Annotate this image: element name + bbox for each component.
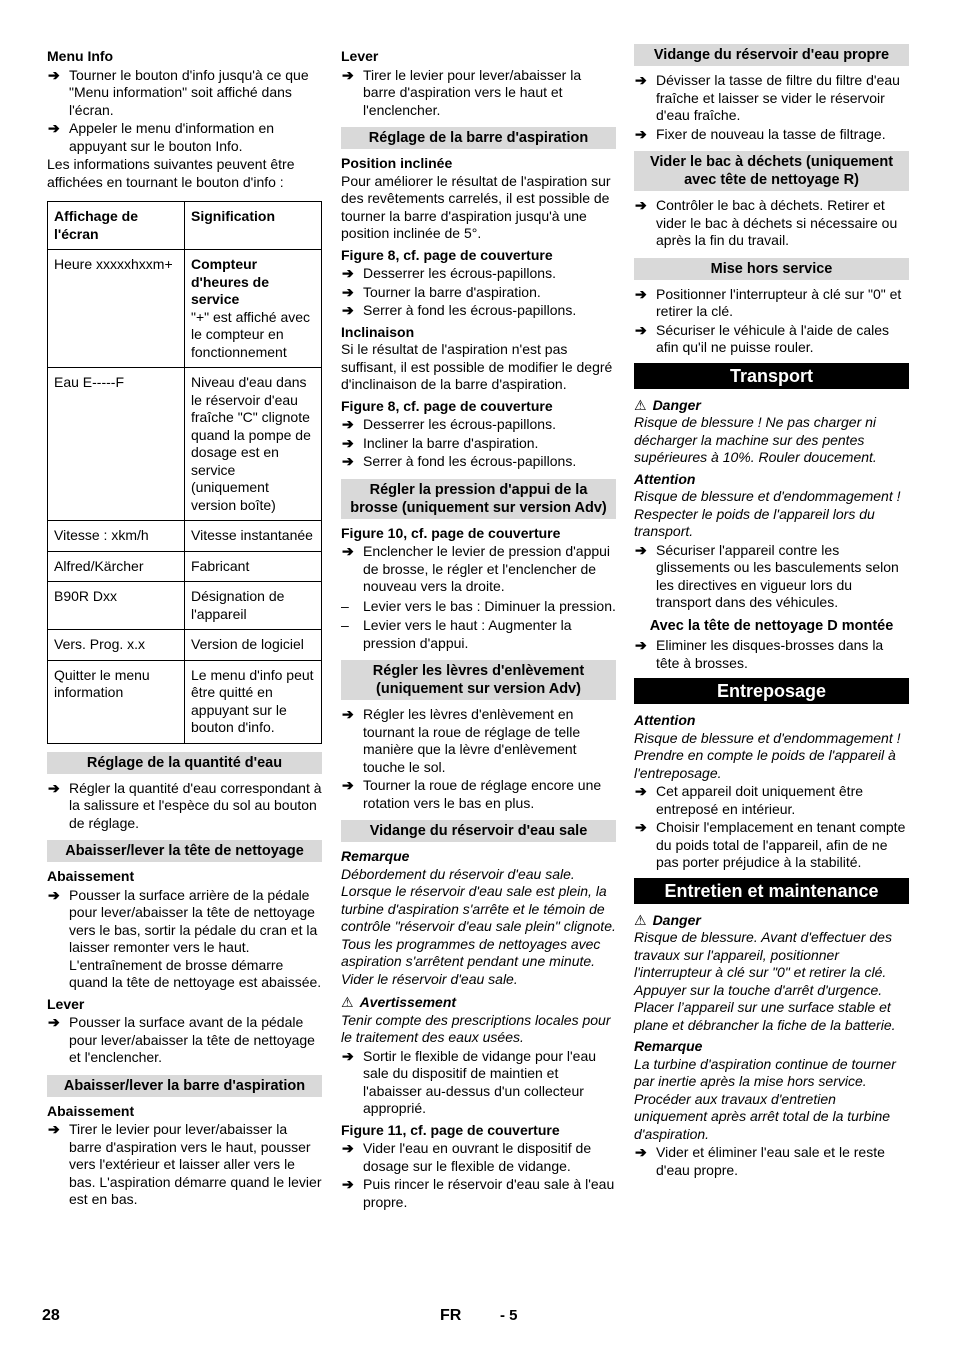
list-item: ➔ Tourner le bouton d'info jusqu'à ce que "Menu information" soit affiché dans l'écran. <box>48 66 309 118</box>
table-row <box>48 660 322 743</box>
figure-ref: Figure 8, cf. page de couverture <box>341 246 553 263</box>
list-item: ➔ Fixer de nouveau la tasse de filtrage. <box>635 125 886 142</box>
section-heading: Vidange du réservoir d'eau sale <box>341 820 616 842</box>
list-item: ➔ Positionner l'interrupteur à clé sur "0" et retirer la clé. <box>635 285 902 319</box>
list-item: ➔ Tirer le levier pour lever/abaisser la barre d'aspiration vers le haut et l'enclencher. <box>342 66 582 118</box>
arrow-icon: ➔ <box>48 886 60 903</box>
attention-heading: Attention <box>634 712 696 728</box>
arrow-icon: ➔ <box>342 66 354 83</box>
dash-bullet: – <box>341 597 349 614</box>
table-row <box>48 582 322 630</box>
list-item: ➔ Enclencher le levier de pression d'appui de brosse, le régler et l'enclencher de nouveau vers la droite. <box>342 543 611 594</box>
danger-text: Risque de blessure. Avant d'effectuer des travaux sur l'appareil, positionner l'interrupteur à clé sur "0" et retirer la clé. Appuyer sur la touche d'arrêt d'urgence. Placer l’appareil sur une surface stable et plane et débrancher la fiche de la batterie. <box>634 929 896 1033</box>
list-item: ➔ Choisir l'emplacement en tenant compte du poids total de l'appareil, afin de ne pas porter préjudice à la stabilité. <box>635 819 906 870</box>
attention-text: Risque de blessure et d'endommagement ! Respecter le poids de l'appareil lors du transport. <box>634 488 901 539</box>
section-heading: Régler la pression d'appui de la brosse (uniquement sur version Adv) <box>341 479 616 519</box>
arrow-icon: ➔ <box>48 120 60 136</box>
list-item: ➔ Tourner la roue de réglage encore une rotation vers le bas en plus. <box>342 777 602 811</box>
list-item: – Levier vers le bas : Diminuer la pression. <box>341 597 616 614</box>
section-heading: Réglage de la barre d'aspiration <box>341 127 616 149</box>
figure-ref: Figure 11, cf. page de couverture <box>341 1121 560 1138</box>
arrow-icon: ➔ <box>342 434 354 451</box>
list-item: ➔ Desserrer les écrous-papillons. <box>342 416 556 432</box>
danger-heading: ⚠ Danger <box>634 911 701 928</box>
table-cell: Alfred/Kärcher <box>48 551 185 582</box>
list-item: ➔ Régler les lèvres d'enlèvement en tournant la roue de réglage de telle manière que la lèvre d'enlèvement touche le sol. <box>342 706 581 775</box>
arrow-icon: ➔ <box>635 321 647 338</box>
section-heading: Mise hors service <box>634 258 909 280</box>
list-item: ➔ Sortir le flexible de vidange pour l'eau sale du dispositif de maintien et l'abaisser au-dessus d'un collecteur approprié. <box>342 1047 597 1116</box>
subheading: Avec la tête de nettoyage D montée <box>649 617 894 634</box>
dash-bullet: – <box>341 617 349 633</box>
list-item: ➔ Pousser la surface avant de la pédale pour lever/abaisser la tête de nettoyage et l'enclencher. <box>48 1014 315 1065</box>
table-cell: Vers. Prog. x.x <box>48 630 185 661</box>
warning-icon: ⚠ <box>634 396 647 413</box>
list-item: ➔ Sécuriser l'appareil contre les glissements ou les basculements selon les directives en vigueur lors du transport dans des véhicules. <box>635 541 899 610</box>
arrow-icon: ➔ <box>635 1144 647 1160</box>
table-header-cell: Affichage de l'écran <box>48 202 185 250</box>
column-2 <box>341 44 616 1212</box>
warning-icon: ⚠ <box>341 994 354 1010</box>
list-item: ➔ Vider et éliminer l'eau sale et le reste d'eau propre. <box>635 1144 885 1178</box>
arrow-icon: ➔ <box>635 72 647 88</box>
danger-text: Risque de blessure ! Ne pas charger ni décharger la machine sur des pentes supérieures à 10%. Rouler doucement. <box>634 414 877 465</box>
list-item: ➔ Serrer à fond les écrous-papillons. <box>342 453 577 469</box>
arrow-icon: ➔ <box>342 1140 354 1156</box>
note-heading: Remarque <box>634 1038 703 1054</box>
paragraph: Les informations suivantes peuvent être affichées en tournant le bouton d'info : <box>47 156 295 190</box>
column-1 <box>47 44 322 1210</box>
table-row <box>48 630 322 661</box>
list-item: ➔ Puis rincer le réservoir d'eau sale à l'eau propre. <box>342 1176 615 1210</box>
table-cell: Niveau d'eau dans le réservoir d'eau fraîche "C" clignote quand la pompe de dosage est en service (uniquement version boîte) <box>185 368 322 521</box>
table-cell: Vitesse instantanée <box>185 521 322 552</box>
paragraph: Si le résultat de l'aspiration n'est pas suffisant, il est possible de modifier le degré d'inclinaison de la barre d'aspiration. <box>341 341 613 392</box>
paragraph: Pour améliorer le résultat de l'aspiration sur des revêtements carrelés, il est possible de tourner la barre d'aspiration jusqu'à une position inclinée de 5°. <box>341 172 611 241</box>
table-row <box>48 551 322 582</box>
arrow-icon: ➔ <box>342 706 354 722</box>
list-item: ➔ Incliner la barre d'aspiration. <box>342 434 539 451</box>
arrow-icon: ➔ <box>635 637 647 653</box>
warning-icon: ⚠ <box>634 911 647 928</box>
warning-text: Tenir compte des prescriptions locales pour le traitement des eaux usées. <box>341 1011 611 1045</box>
list-item: ➔ Sécuriser le véhicule à l'aide de cales afin qu'il ne puisse rouler. <box>635 321 890 355</box>
list-item: ➔ Pousser la surface arrière de la pédale pour lever/abaisser la tête de nettoyage vers le bas, sortir la pédale du cran et la laisser remonter vers le haut. L'entraînement de brosse démarre quand la tête de nettoyage est abaissée. <box>48 886 322 990</box>
arrow-icon: ➔ <box>48 1121 60 1137</box>
note-text: La turbine d'aspiration continue de tourner par inertie après la mise hors service. Procéder aux travaux d'entretien uniquement après arrêt total de la turbine d'aspiration. <box>634 1055 896 1142</box>
table-cell: B90R Dxx <box>48 582 185 630</box>
arrow-icon: ➔ <box>342 453 354 469</box>
section-heading: Abaisser/lever la barre d'aspiration <box>47 1075 322 1097</box>
arrow-icon: ➔ <box>48 66 60 83</box>
note-text: Débordement du réservoir d'eau sale. Lorsque le réservoir d'eau sale est plein, la turbine d'aspiration s'arrête et le témoin de contrôle "réservoir d'eau sale plein" clignote. Tous les programmes de nettoyages avec aspiration s'arrêtent pendant une minute. Vider le réservoir d'eau sale. <box>341 865 616 987</box>
table-cell: Compteur d'heures de service "+" est affiché avec le compteur en fonctionnement <box>185 250 322 368</box>
table-cell: Eau E-----F <box>48 368 185 521</box>
list-item: ➔ Eliminer les disques-brosses dans la tête à brosses. <box>635 637 884 671</box>
chapter-heading-entreposage: Entreposage <box>634 678 909 704</box>
table-cell: Quitter le menu information <box>48 660 185 743</box>
table-header-row <box>48 202 322 250</box>
page-sub-number: - 5 <box>500 1307 518 1324</box>
section-heading: Vidange du réservoir d'eau propre <box>634 44 909 66</box>
arrow-icon: ➔ <box>342 283 354 300</box>
subheading: Position inclinée <box>341 155 453 171</box>
arrow-icon: ➔ <box>342 416 354 432</box>
table-cell: Version de logiciel <box>185 630 322 661</box>
figure-ref: Figure 10, cf. page de couverture <box>341 524 561 541</box>
attention-text: Risque de blessure et d'endommagement ! Prendre en compte le poids de l'appareil à l'entreposage. <box>634 729 901 781</box>
list-item: ➔ Contrôler le bac à déchets. Retirer et vider le bac à déchets si nécessaire ou après la fin du travail. <box>635 197 898 248</box>
list-item: ➔ Dévisser la tasse de filtre du filtre d'eau fraîche et laisser se vider le réservoir d'eau fraîche. <box>635 72 900 123</box>
language-code: FR <box>440 1307 462 1324</box>
arrow-icon: ➔ <box>635 125 647 142</box>
list-item: ➔ Régler la quantité d'eau correspondant à la salissure et l'espèce du sol au bouton de réglage. <box>48 779 322 831</box>
arrow-icon: ➔ <box>635 819 647 835</box>
subheading: Abaissement <box>47 868 135 884</box>
table-cell: Fabricant <box>185 551 322 582</box>
arrow-icon: ➔ <box>342 302 354 318</box>
arrow-icon: ➔ <box>342 777 354 793</box>
arrow-icon: ➔ <box>342 265 354 281</box>
column-3 <box>634 44 909 1180</box>
chapter-heading-entretien: Entretien et maintenance <box>634 878 909 904</box>
subheading: Lever <box>47 995 85 1012</box>
table-cell: Le menu d'info peut être quitté en appuyant sur le bouton d'info. <box>185 660 322 743</box>
list-item: ➔ Tourner la barre d'aspiration. <box>342 283 541 300</box>
subheading: Abaissement <box>47 1102 135 1119</box>
chapter-heading-transport: Transport <box>634 363 909 389</box>
section-heading: Vider le bac à déchets (uniquement avec tête de nettoyage R) <box>634 151 909 191</box>
table-row <box>48 250 322 368</box>
heading-menu-info: Menu Info <box>47 48 114 64</box>
table-cell: Désignation de l'appareil <box>185 582 322 630</box>
arrow-icon: ➔ <box>48 1014 60 1030</box>
table-row <box>48 521 322 552</box>
section-heading: Abaisser/lever la tête de nettoyage <box>47 840 322 862</box>
list-item: ➔ Desserrer les écrous-papillons. <box>342 265 556 281</box>
arrow-icon: ➔ <box>635 285 647 302</box>
info-table <box>47 201 322 744</box>
arrow-icon: ➔ <box>48 779 60 796</box>
table-row <box>48 368 322 521</box>
figure-ref: Figure 8, cf. page de couverture <box>341 397 553 414</box>
list-item: ➔ Cet appareil doit uniquement être entreposé en intérieur. <box>635 783 864 817</box>
list-item: ➔ Serrer à fond les écrous-papillons. <box>342 302 577 318</box>
subheading: Lever <box>341 48 379 64</box>
arrow-icon: ➔ <box>342 1176 354 1192</box>
section-heading: Régler les lèvres d'enlèvement (uniquement sur version Adv) <box>341 660 616 700</box>
arrow-icon: ➔ <box>342 1047 354 1064</box>
list-item: ➔ Appeler le menu d'information en appuyant sur le bouton Info. <box>48 120 275 154</box>
page-number: 28 <box>42 1307 60 1324</box>
warning-heading: ⚠ Avertissement <box>341 994 457 1010</box>
list-item: ➔ Tirer le levier pour lever/abaisser la barre d'aspiration vers le haut, pousser vers l'extérieur et laisser aller vers le bas. L'aspiration démarre quand le levier est en bas. <box>48 1121 322 1207</box>
arrow-icon: ➔ <box>635 197 647 213</box>
list-item: ➔ Vider l'eau en ouvrant le dispositif de dosage sur le flexible de vidange. <box>342 1140 592 1174</box>
attention-heading: Attention <box>634 470 696 487</box>
table-header-cell: Signification <box>185 202 322 250</box>
list-item: – Levier vers le haut : Augmenter la pression d'appui. <box>341 617 572 651</box>
table-cell: Heure xxxxxhxxm+ <box>48 250 185 368</box>
note-heading: Remarque <box>341 848 410 864</box>
danger-heading: ⚠ Danger <box>634 396 701 413</box>
arrow-icon: ➔ <box>635 783 647 799</box>
arrow-icon: ➔ <box>342 543 354 559</box>
subheading: Inclinaison <box>341 323 415 340</box>
arrow-icon: ➔ <box>635 541 647 558</box>
table-cell: Vitesse : xkm/h <box>48 521 185 552</box>
section-heading: Réglage de la quantité d'eau <box>47 752 322 774</box>
